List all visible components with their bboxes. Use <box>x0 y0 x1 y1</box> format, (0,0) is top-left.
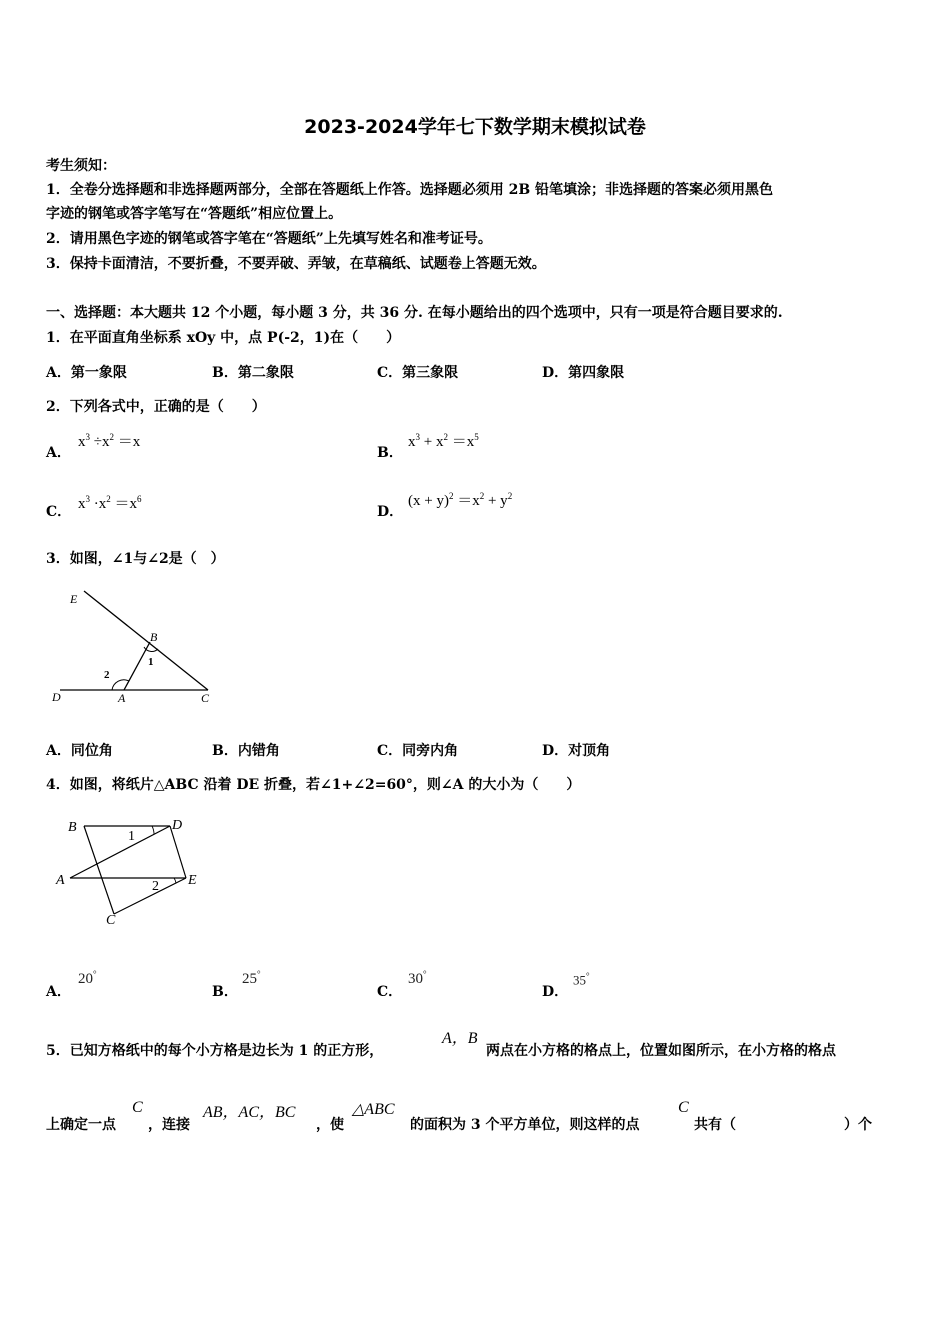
q4-stem: 4．如图，将纸片△ABC 沿着 DE 折叠，若∠1+∠2=60°，则∠A 的大小为（ ） <box>46 777 581 793</box>
q2-option-b-label: B． <box>377 445 403 461</box>
q4-label-d: D <box>172 818 183 833</box>
q3-option-b: B．内错角 <box>212 743 280 759</box>
q3-label-2: 2 <box>104 669 110 681</box>
q2-option-d-formula: $(x + y)^2 =x^2 + y^2$ <box>408 491 513 509</box>
notice-line-1a: 1．全卷分选择题和非选择题两部分，全部在答题纸上作答。选择题必须用 2B 铅笔填涂；非选择题的答案必须用黑色 <box>46 182 774 198</box>
page-title: 2023-2024学年七下数学期末模拟试卷 <box>304 116 646 138</box>
q5-segments: AB，AC，BC <box>203 1104 296 1121</box>
q1-option-a: A．第一象限 <box>46 365 127 381</box>
q5-text-6: 的面积为 3 个平方单位，则这样的点 <box>410 1117 640 1133</box>
q4-option-b-value: 25° <box>242 969 261 987</box>
q3-option-c: C．同旁内角 <box>377 743 459 759</box>
q5-point-c-1: C <box>132 1099 143 1116</box>
notice-line-1b: 字迹的钢笔或答字笔写在“答题纸”相应位置上。 <box>46 206 343 222</box>
q2-option-b-formula: $x^3 + x^2 =x^5$ <box>408 432 479 450</box>
q4-figure <box>48 812 208 930</box>
q5-points-ab: A，B <box>442 1030 478 1047</box>
q5-text-8: ）个 <box>844 1117 872 1133</box>
q3-label-c: C <box>201 691 210 705</box>
q3-label-1: 1 <box>148 656 154 668</box>
q4-label-c: C <box>106 913 116 928</box>
q2-option-a-formula: $x^3 \div x^2 =x$ <box>78 432 141 450</box>
q2-option-c-label: C． <box>46 504 72 520</box>
q3-label-b: B <box>150 630 158 644</box>
notice-line-2: 2．请用黑色字迹的钢笔或答字笔在“答题纸”上先填写姓名和准考证号。 <box>46 231 492 247</box>
q3-label-e: E <box>70 592 78 606</box>
q5-text-5: ，使 <box>316 1117 344 1133</box>
q5-point-c-2: C <box>678 1099 689 1116</box>
q1-option-b: B．第二象限 <box>212 365 294 381</box>
notice-heading: 考生须知： <box>46 158 116 174</box>
q1-option-c: C．第三象限 <box>377 365 459 381</box>
q4-label-b: B <box>68 820 77 835</box>
q3-option-d: D．对顶角 <box>542 743 611 759</box>
q2-option-a-label: A． <box>46 445 71 461</box>
q1-option-d: D．第四象限 <box>542 365 625 381</box>
q5-text-1: 5．已知方格纸中的每个小方格是边长为 1 的正方形， <box>46 1043 384 1059</box>
q5-text-2: 两点在小方格的格点上，位置如图所示，在小方格的格点 <box>486 1043 836 1059</box>
q5-text-4: ，连接 <box>148 1117 190 1133</box>
q3-stem: 3．如图，∠1与∠2是（ ） <box>46 551 225 567</box>
q4-option-d-label: D． <box>542 984 569 1000</box>
q1-stem: 1．在平面直角坐标系 xOy 中，点 P(-2，1)在（ ） <box>46 330 401 346</box>
q3-figure <box>44 585 224 710</box>
notice-line-3: 3．保持卡面清洁，不要折叠，不要弄破、弄皱，在草稿纸、试题卷上答题无效。 <box>46 256 546 272</box>
q3-label-a: A <box>118 691 126 705</box>
q4-label-1: 1 <box>128 829 135 844</box>
q5-triangle: △ABC <box>352 1101 395 1118</box>
q3-label-d: D <box>52 690 61 704</box>
q5-text-3: 上确定一点 <box>46 1117 116 1133</box>
q4-label-a: A <box>56 873 65 888</box>
section-heading: 一、选择题：本大题共 12 个小题，每小题 3 分，共 36 分. 在每小题给出的四个选项中，只有一项是符合题目要求的. <box>46 305 783 321</box>
q4-option-a-label: A． <box>46 984 71 1000</box>
q4-label-2: 2 <box>152 879 159 894</box>
q2-option-d-label: D． <box>377 504 404 520</box>
q4-option-d-value: 35° <box>573 971 590 988</box>
q4-option-b-label: B． <box>212 984 238 1000</box>
q5-text-7: 共有（ <box>694 1117 736 1133</box>
q4-option-c-value: 30° <box>408 969 427 987</box>
q4-option-a-value: 20° <box>78 969 97 987</box>
q2-stem: 2．下列各式中，正确的是（ ） <box>46 399 266 415</box>
q2-option-c-formula: $x^3 \cdot x^2 =x^6$ <box>78 494 142 512</box>
q3-option-a: A．同位角 <box>46 743 113 759</box>
q4-option-c-label: C． <box>377 984 403 1000</box>
q4-label-e: E <box>188 873 197 888</box>
